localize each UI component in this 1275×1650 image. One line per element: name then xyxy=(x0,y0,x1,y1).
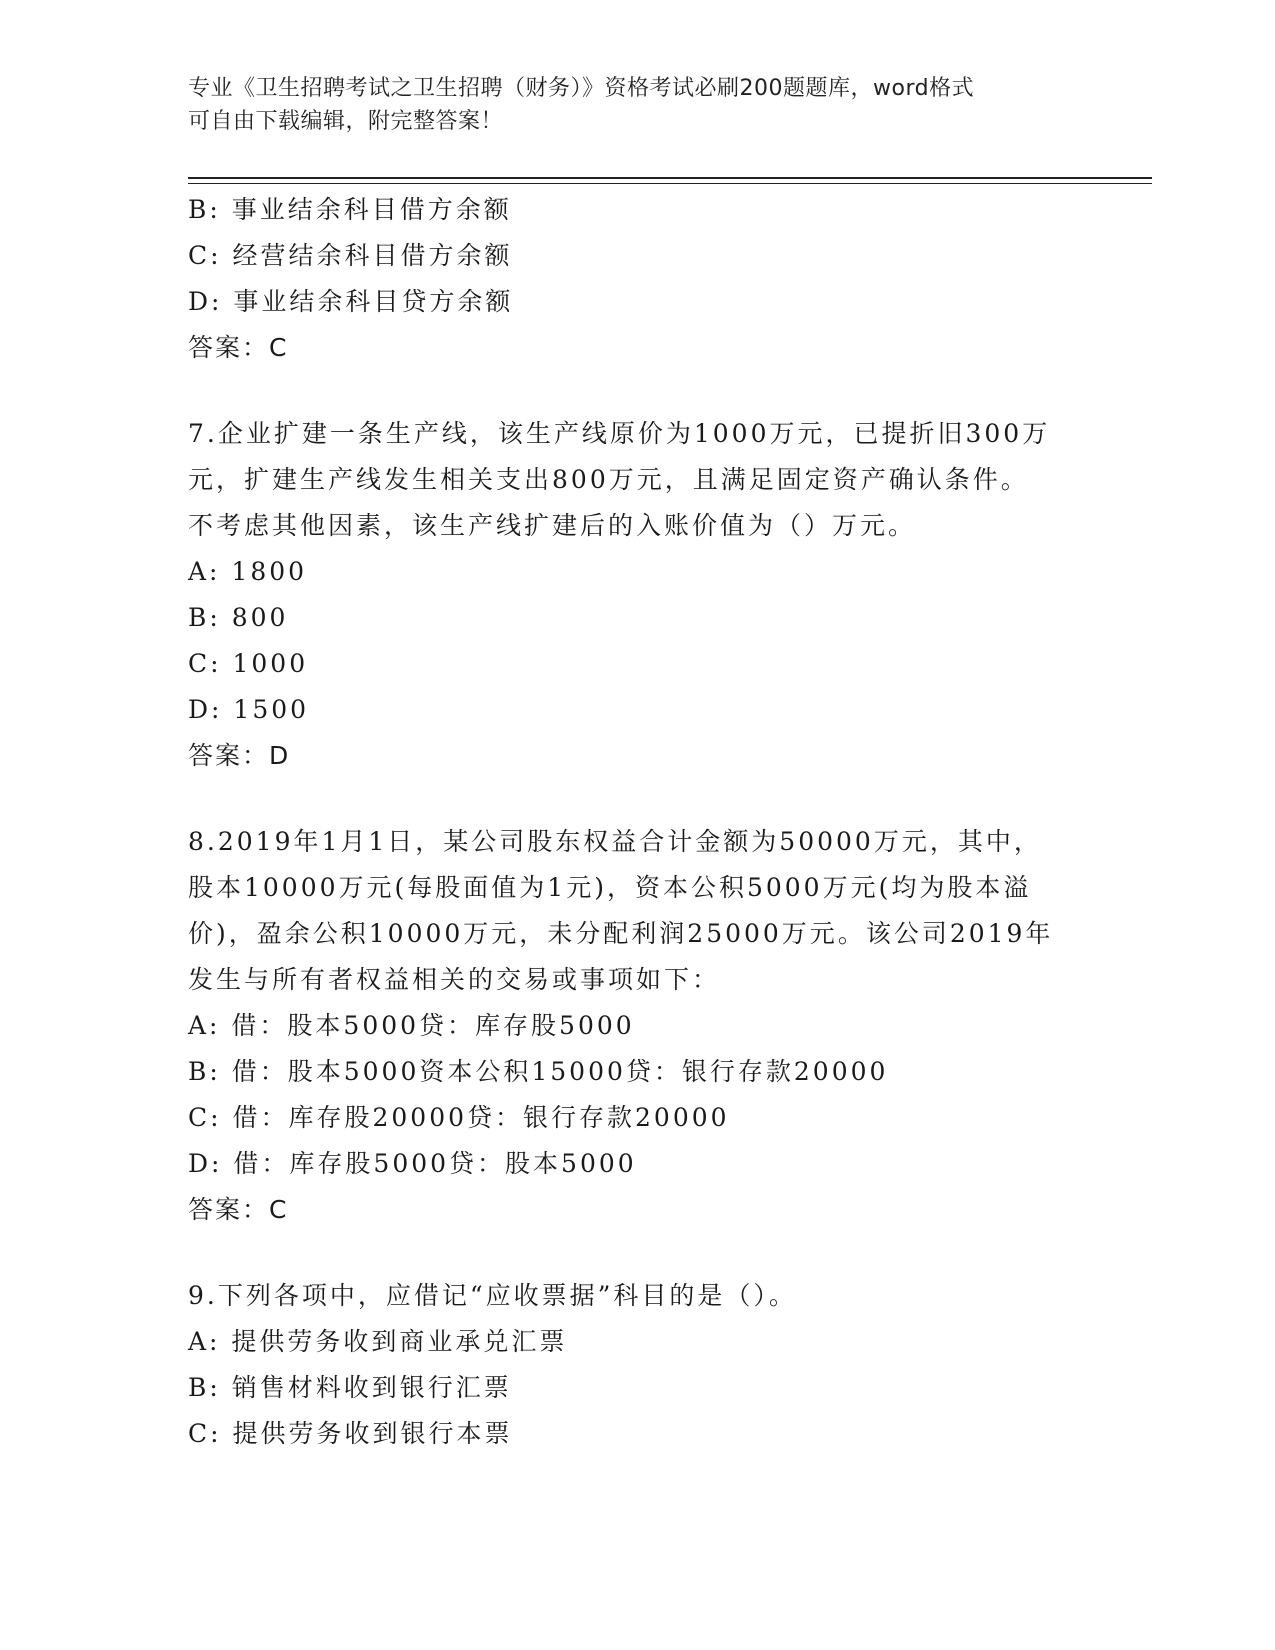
question-8-stem-line-3: 价)，盈余公积10000万元，未分配利润25000万元。该公司2019年 xyxy=(188,919,1054,948)
question-9-option-c: C: 提供劳务收到银行本票 xyxy=(188,1419,513,1448)
question-9-option-a: A: 提供劳务收到商业承兑汇票 xyxy=(188,1327,568,1356)
question-7-block xyxy=(188,411,1088,779)
question-9-option-b: B: 销售材料收到银行汇票 xyxy=(188,1373,512,1402)
question-6-answer: 答案：C xyxy=(188,333,289,362)
question-6-option-d: D: 事业结余科目贷方余额 xyxy=(188,287,514,316)
question-8-stem-line-1: 8.2019年1月1日，某公司股东权益合计金额为50000万元，其中， xyxy=(188,827,1042,856)
question-7-option-c: C: 1000 xyxy=(188,649,309,678)
question-8-stem-line-4: 发生与所有者权益相关的交易或事项如下： xyxy=(188,965,721,994)
question-6-block xyxy=(188,187,1088,371)
question-7-answer: 答案：D xyxy=(188,741,291,770)
spacer xyxy=(188,1233,1088,1273)
question-7-option-b: B: 800 xyxy=(188,603,289,632)
question-9-stem-line-1: 9.下列各项中，应借记“应收票据”科目的是（）。 xyxy=(188,1281,797,1310)
question-7-option-a: A: 1800 xyxy=(188,557,308,586)
question-8-answer: 答案：C xyxy=(188,1195,289,1224)
question-7-stem-line-3: 不考虑其他因素，该生产线扩建后的入账价值为（）万元。 xyxy=(188,511,917,540)
header-divider-thick xyxy=(188,177,1152,179)
header-title-line-2: 可自由下载编辑，附完整答案！ xyxy=(188,109,504,134)
header-title-line-1: 专业《卫生招聘考试之卫生招聘（财务）》资格考试必刷200题题库，word格式 xyxy=(188,76,975,101)
question-7-stem-line-1: 7.企业扩建一条生产线，该生产线原价为1000万元，已提折旧300万 xyxy=(188,419,1051,448)
question-8-option-d: D: 借：库存股5000贷：股本5000 xyxy=(188,1149,637,1178)
spacer xyxy=(188,371,1088,411)
question-6-option-c: C: 经营结余科目借方余额 xyxy=(188,241,513,270)
question-7-stem-line-2: 元，扩建生产线发生相关支出800万元，且满足固定资产确认条件。 xyxy=(188,465,1029,494)
question-9-block xyxy=(188,1273,1088,1457)
question-6-option-b: B: 事业结余科目借方余额 xyxy=(188,195,512,224)
document-body xyxy=(188,187,1088,1457)
document-header xyxy=(188,72,1088,138)
question-7-option-d: D: 1500 xyxy=(188,695,310,724)
question-8-option-a: A: 借：股本5000贷：库存股5000 xyxy=(188,1011,635,1040)
question-8-block xyxy=(188,819,1088,1233)
header-divider-thin xyxy=(188,183,1152,184)
question-8-option-c: C: 借：库存股20000贷：银行存款20000 xyxy=(188,1103,730,1132)
spacer xyxy=(188,779,1088,819)
question-8-stem-line-2: 股本10000万元(每股面值为1元)，资本公积5000万元(均为股本溢 xyxy=(188,873,1032,902)
question-8-option-b: B: 借：股本5000资本公积15000贷：银行存款20000 xyxy=(188,1057,889,1086)
